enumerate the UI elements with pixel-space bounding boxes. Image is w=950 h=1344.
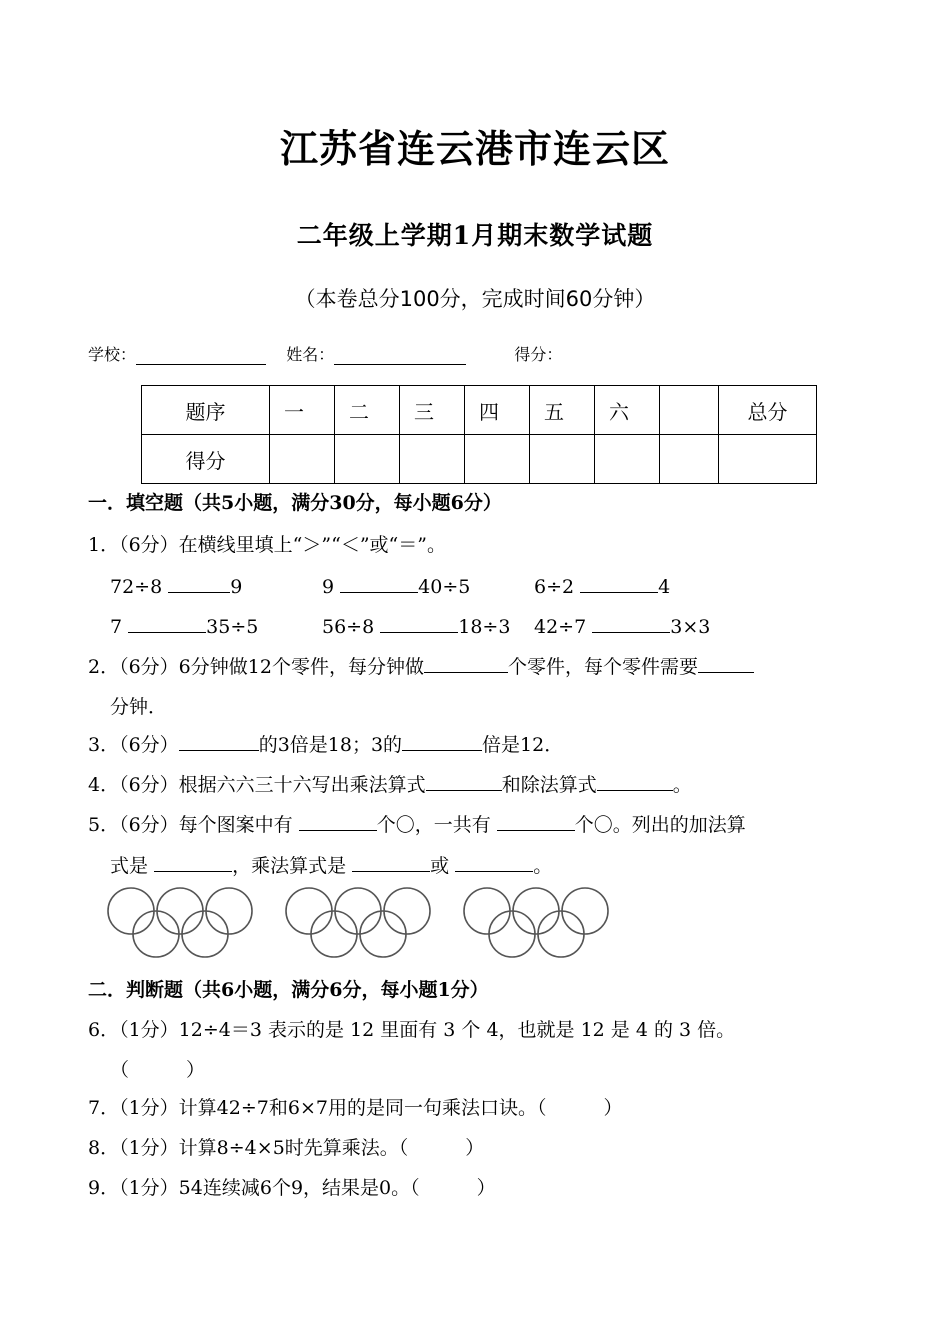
ring-circle <box>311 911 357 957</box>
score-table-score-row <box>142 435 817 484</box>
ring-circle <box>108 888 154 934</box>
score-cell[interactable] <box>335 435 400 484</box>
header-cell: 三 <box>400 386 465 435</box>
question-5: 5．（6分）每个图案中有 个〇，一共有 个〇。列出的加法算 <box>88 810 746 837</box>
q1-item: 6÷2 4 <box>534 572 670 598</box>
ring-circle <box>513 888 559 934</box>
answer-blank[interactable] <box>426 770 502 791</box>
answer-blank[interactable] <box>299 810 377 831</box>
ring-circle <box>464 888 510 934</box>
name-label: 姓名： <box>286 345 335 364</box>
section2-heading: 二．判断题（共6小题，满分6分，每小题1分） <box>88 979 489 1001</box>
ring-circle <box>360 911 406 957</box>
question-4: 4．（6分）根据六六三十六写出乘法算式 和除法算式 。 <box>88 770 692 797</box>
question-9: 9．（1分）54连续减6个9，结果是0。（ ） <box>88 1177 496 1199</box>
answer-blank[interactable] <box>497 810 575 831</box>
school-label: 学校： <box>88 345 137 364</box>
answer-blank[interactable] <box>402 730 482 751</box>
ring-circle <box>286 888 332 934</box>
ring-circle <box>562 888 608 934</box>
score-cell[interactable] <box>719 435 817 484</box>
score-cell[interactable] <box>595 435 660 484</box>
header-cell: 总分 <box>719 386 817 435</box>
answer-blank[interactable] <box>455 851 533 872</box>
score-cell[interactable] <box>270 435 335 484</box>
question-8: 8．（1分）计算8÷4×5时先算乘法。（ ） <box>88 1137 485 1159</box>
ring-circle <box>182 911 228 957</box>
page-title: 江苏省连云港市连云区 <box>279 126 670 171</box>
info-line <box>88 342 562 365</box>
score-label: 得分： <box>514 345 563 364</box>
name-field[interactable] <box>334 346 466 365</box>
ring-circle <box>538 911 584 957</box>
answer-blank[interactable] <box>340 572 418 593</box>
answer-blank[interactable] <box>179 730 259 751</box>
header-cell: 四 <box>465 386 530 435</box>
score-cell[interactable] <box>400 435 465 484</box>
answer-blank[interactable] <box>154 851 232 872</box>
question-2-cont: 分钟． <box>110 696 168 718</box>
question-7: 7．（1分）计算42÷7和6×7用的是同一句乘法口诀。（ ） <box>88 1097 623 1119</box>
exam-title: 二年级上学期1月期末数学试题 <box>296 221 654 250</box>
ring-pattern-1 <box>108 888 252 957</box>
answer-blank[interactable] <box>424 652 508 673</box>
score-cell[interactable] <box>660 435 719 484</box>
ring-circle <box>206 888 252 934</box>
answer-blank[interactable] <box>168 572 230 593</box>
exam-subtitle: （本卷总分100分，完成时间60分钟） <box>294 287 656 311</box>
answer-blank[interactable] <box>597 770 673 791</box>
header-cell: 二 <box>335 386 400 435</box>
header-cell: 一 <box>270 386 335 435</box>
score-cell[interactable] <box>530 435 595 484</box>
answer-blank[interactable] <box>380 612 458 633</box>
header-cell: 五 <box>530 386 595 435</box>
q1-item: 9 40÷5 <box>322 572 470 598</box>
answer-blank[interactable] <box>698 652 754 673</box>
q1-item: 72÷8 9 <box>110 572 242 598</box>
ring-patterns <box>106 884 612 962</box>
answer-blank[interactable] <box>352 851 430 872</box>
ring-circle <box>335 888 381 934</box>
score-cell[interactable] <box>465 435 530 484</box>
question-5-cont: 式是 ，乘法算式是 或 。 <box>110 851 552 878</box>
header-cell <box>660 386 719 435</box>
ring-circle <box>489 911 535 957</box>
score-table-header-row <box>142 386 817 435</box>
answer-blank[interactable] <box>128 612 206 633</box>
school-field[interactable] <box>136 346 266 365</box>
answer-blank[interactable] <box>592 612 670 633</box>
q1-item: 56÷8 18÷3 <box>322 612 510 638</box>
q1-item: 42÷7 3×3 <box>534 612 710 638</box>
answer-blank[interactable] <box>580 572 658 593</box>
question-1: 1．（6分）在横线里填上“＞”“＜”或“＝”。 <box>88 534 446 556</box>
question-3: 3．（6分） 的3倍是18；3的 倍是12． <box>88 730 563 757</box>
ring-circle <box>384 888 430 934</box>
ring-circle <box>157 888 203 934</box>
ring-circle <box>133 911 179 957</box>
row-label: 得分 <box>142 435 270 484</box>
question-2: 2．（6分）6分钟做12个零件，每分钟做 个零件，每个零件需要 <box>88 652 754 679</box>
header-cell: 题序 <box>142 386 270 435</box>
ring-pattern-3 <box>464 888 608 957</box>
score-table <box>141 385 817 484</box>
section1-heading: 一．填空题（共5小题，满分30分，每小题6分） <box>88 492 502 514</box>
ring-pattern-2 <box>286 888 430 957</box>
question-6-answer[interactable]: （ ） <box>110 1059 206 1081</box>
header-cell: 六 <box>595 386 660 435</box>
q1-item: 7 35÷5 <box>110 612 258 638</box>
question-6: 6．（1分）12÷4＝3 表示的是 12 里面有 3 个 4，也就是 12 是 4 的 3 倍。 <box>88 1019 736 1041</box>
